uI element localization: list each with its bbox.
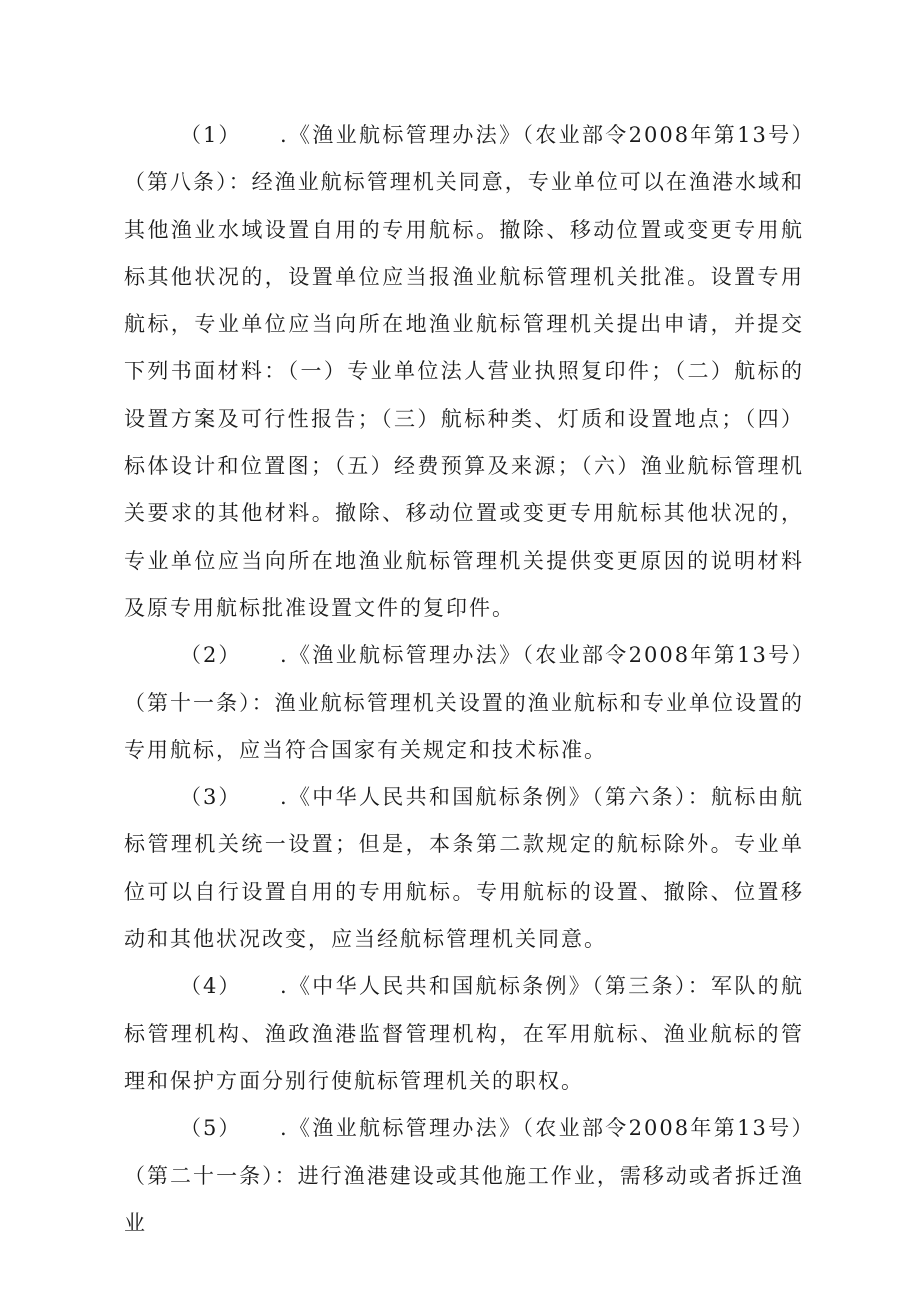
paragraph-3	[124, 774, 804, 963]
paragraph-2	[124, 632, 804, 774]
paragraph-number: （5）	[180, 1116, 242, 1141]
paragraph-number: （4）	[180, 974, 242, 999]
paragraph-1	[124, 112, 804, 632]
paragraph-text: .《中华人民共和国航标条例》（第三条）：军队的航标管理机构、渔政渔港监督管理机构，在军用航标、渔业航标的管理和保护方面分别行使航标管理机关的职权。	[124, 974, 804, 1093]
document-page	[124, 112, 804, 1247]
paragraph-text: .《中华人民共和国航标条例》（第六条）：航标由航标管理机关统一设置；但是，本条第二款规定的航标除外。专业单位可以自行设置自用的专用航标。专用航标的设置、撤除、位置移动和其他状况改变，应当经航标管理机关同意。	[124, 785, 804, 952]
paragraph-number: （1）	[180, 123, 242, 147]
paragraph-text: .《渔业航标管理办法》（农业部令2008年第13号）（第十一条）：渔业航标管理机关设置的渔业航标和专业单位设置的专用航标，应当符合国家有关规定和技术标准。	[124, 643, 804, 762]
paragraph-number: （2）	[180, 643, 242, 668]
paragraph-text: .《渔业航标管理办法》（农业部令2008年第13号）（第八条）：经渔业航标管理机关同意，专业单位可以在渔港水域和其他渔业水域设置自用的专用航标。撤除、移动位置或变更专用航标其他状况的，设置单位应当报渔业航标管理机关批准。设置专用航标，专业单位应当向所在地渔业航标管理机关提出申请，并提交下列书面材料：（一）专业单位法人营业执照复印件；（二）航标的设置方案及可行性报告；（三）航标种类、灯质和设置地点；（四）标体设计和位置图；（五）经费预算及来源；（六）渔业航标管理机关要求的其他材料。撤除、移动位置或变更专用航标其他状况的，专业单位应当向所在地渔业航标管理机关提供变更原因的说明材料及原专用航标批准设置文件的复印件。	[124, 123, 804, 620]
paragraph-number: （3）	[180, 785, 242, 810]
paragraph-5	[124, 1105, 804, 1247]
paragraph-text: .《渔业航标管理办法》（农业部令2008年第13号）（第二十一条）：进行渔港建设或其他施工作业，需移动或者拆迁渔业	[124, 1116, 804, 1235]
paragraph-4	[124, 963, 804, 1105]
